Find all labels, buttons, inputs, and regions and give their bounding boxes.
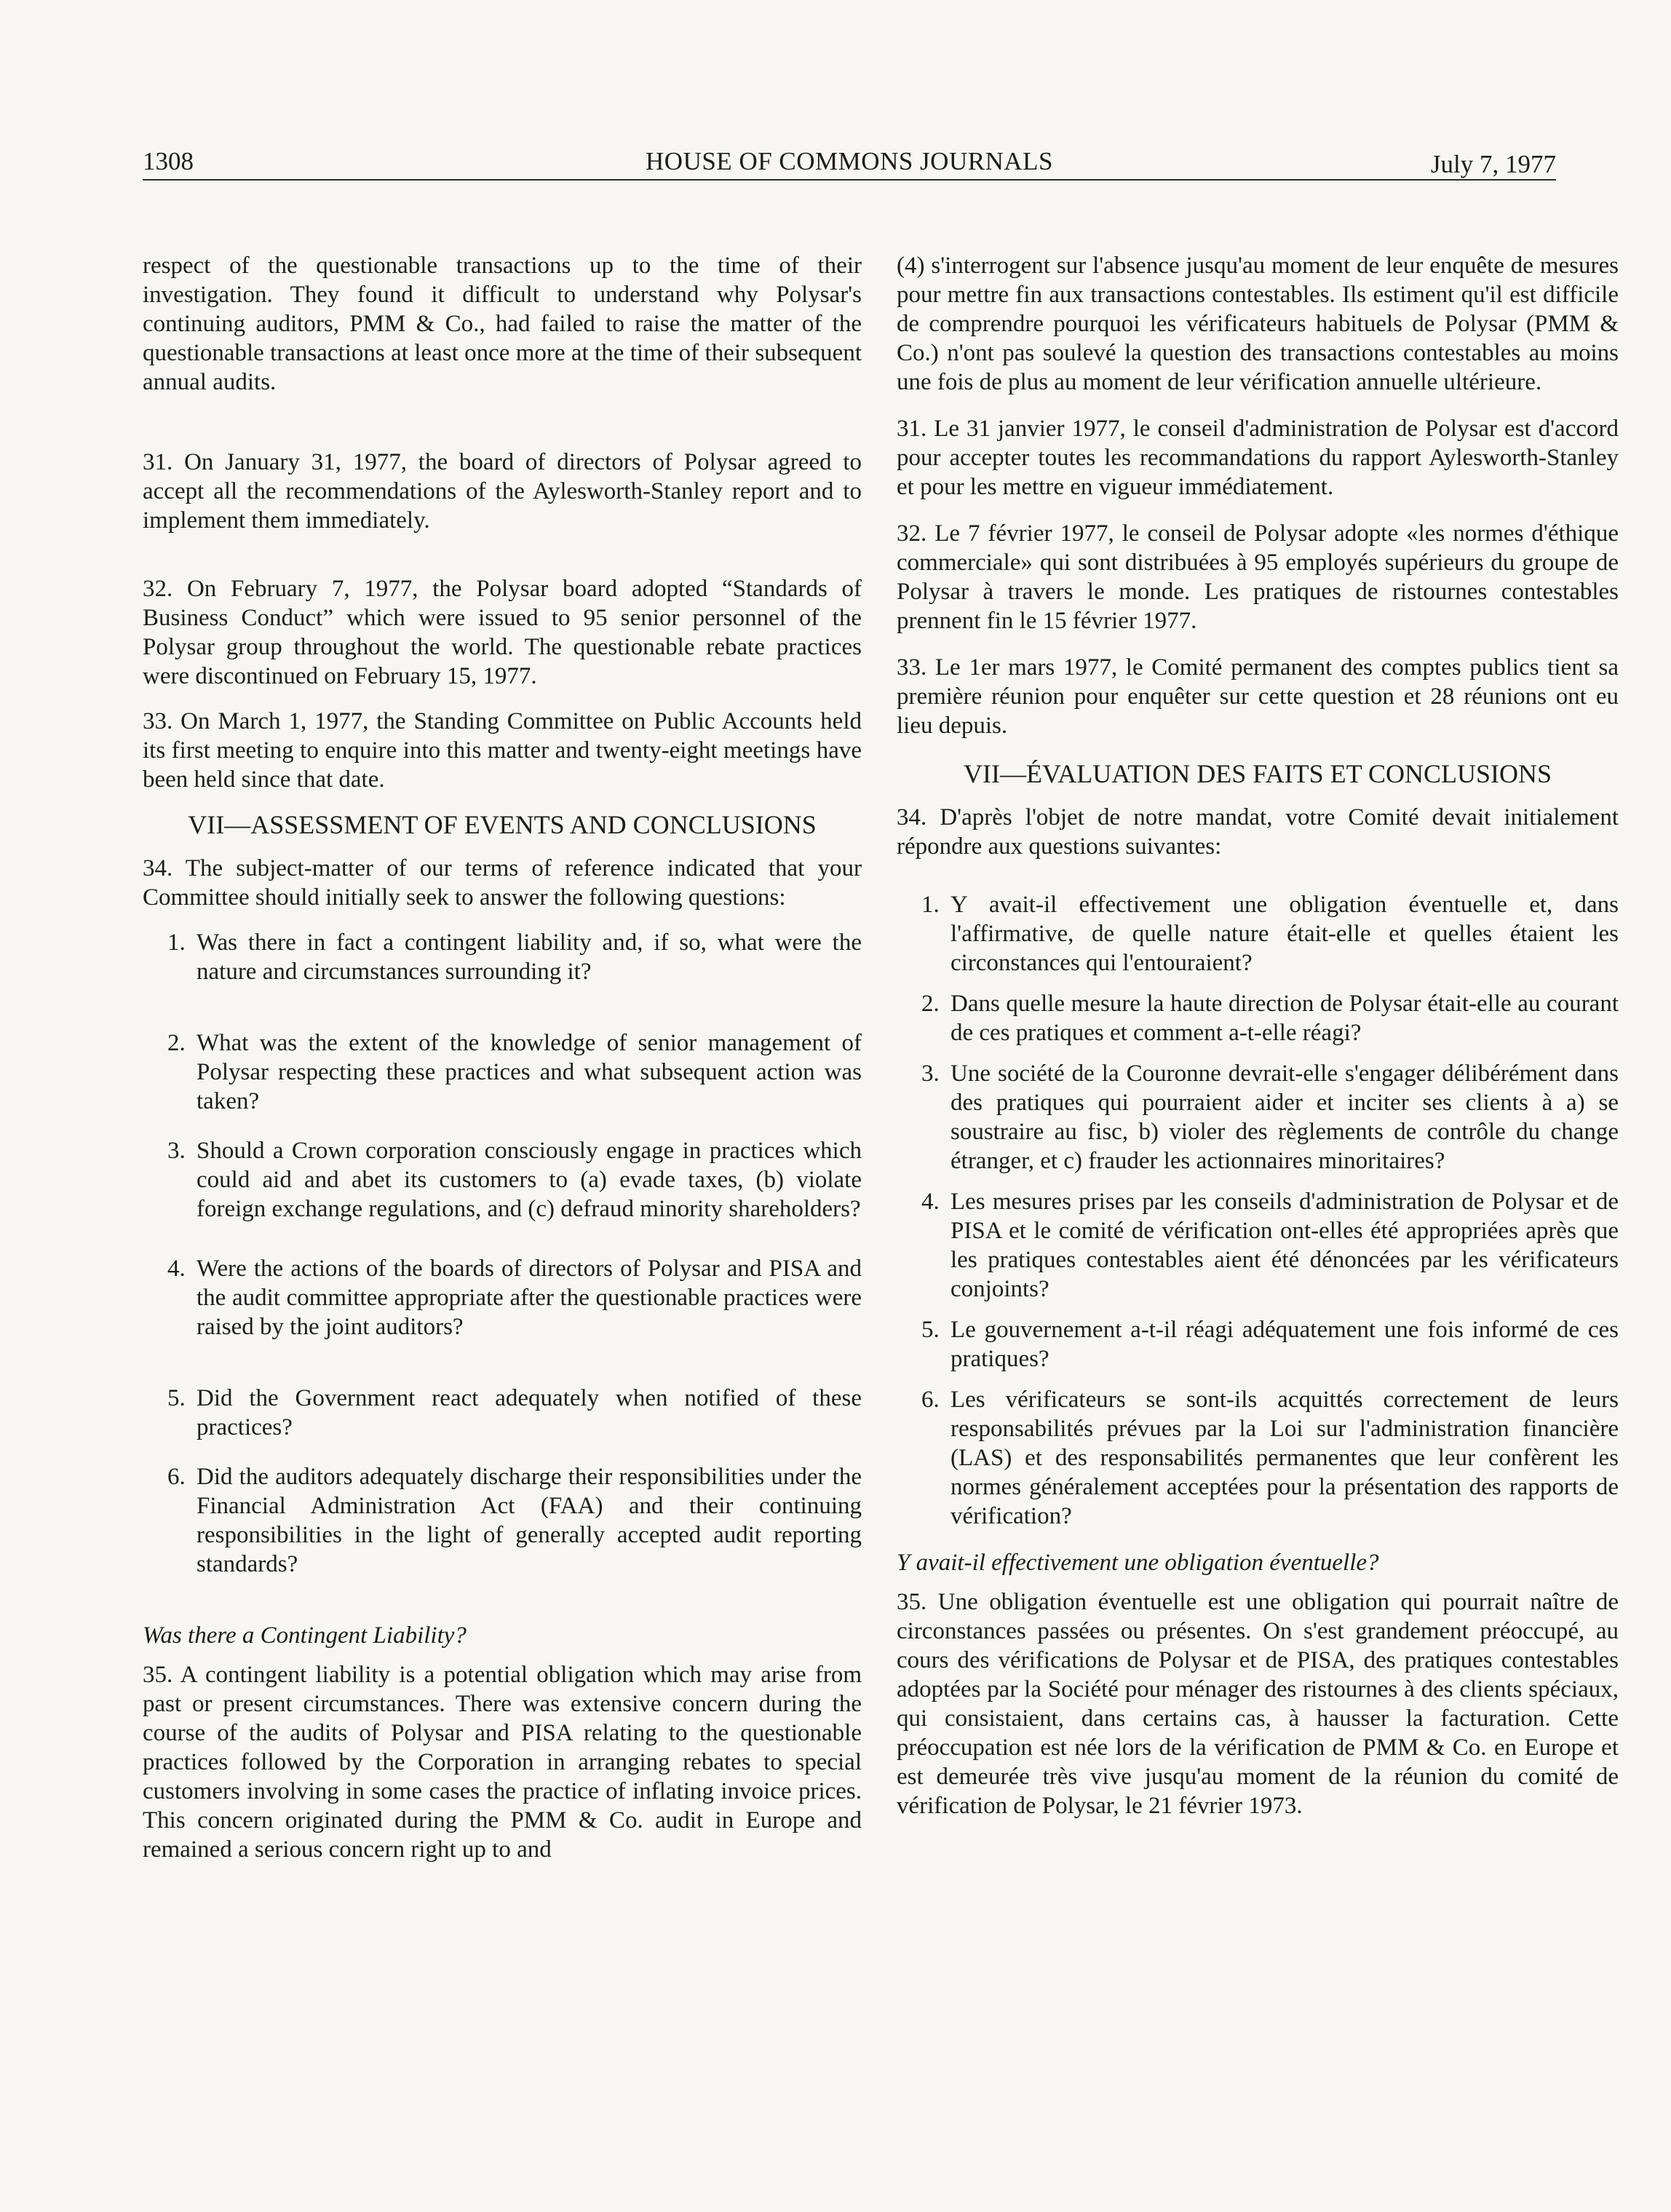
question-number: 5. [167, 1385, 186, 1411]
question-item [897, 1315, 1619, 1373]
question-number: 3. [921, 1061, 940, 1087]
section-heading: VII—ÉVALUATION DES FAITS ET CONCLUSIONS [963, 759, 1552, 788]
paragraph-33: 33. On March 1, 1977, the Standing Committee on Public Accounts held its first meeting to enquire into this matter and twenty-eight meetings have been held since that date. [143, 708, 862, 793]
paragraph-35: 35. A contingent liability is a potential obligation which may arise from past or present circumstances. There was extensive concern during the course of the audits of Polysar and PISA relating to the questionable practices followed by the Corporation in arranging rebates to special customers involving in some cases the practice of inflating invoice prices. This concern originated during the PMM & Co. audit in Europe and remained a serious concern right up to and [143, 1662, 862, 1863]
paragraph-34: 34. The subject-matter of our terms of reference indicated that your Committee should initially seek to answer the following questions: [143, 855, 862, 911]
journal-title: HOUSE OF COMMONS JOURNALS [646, 147, 1053, 175]
subheading: Y avait-il effectivement une obligation éventuelle? [897, 1550, 1379, 1576]
question-item [143, 928, 862, 986]
question-number: 4. [921, 1189, 940, 1215]
question-number: 1. [167, 929, 186, 956]
paragraph-31: 31. On January 31, 1977, the board of directors of Polysar agreed to accept all the recommendations of the Aylesworth-Stanley report and to implement them immediately. [143, 449, 862, 534]
question-item [143, 1028, 862, 1116]
question-item [143, 1136, 862, 1224]
question-text: Was there in fact a contingent liability and, if so, what were the nature and circumstances surrounding it? [197, 929, 862, 985]
question-text: Did the Government react adequately when notified of these practices? [197, 1385, 862, 1440]
question-number: 2. [167, 1030, 186, 1056]
paragraph-4: (4) s'interrogent sur l'absence jusqu'au moment de leur enquête de mesures pour mettre fin aux transactions contestables. Ils estiment qu'il est difficile de comprendre pourquoi les vérificateurs habituels de Polysar (PMM & Co.) n'ont pas soulevé la question des transactions contestables au moins une fois de plus au moment de leur vérification annuelle ultérieure. [897, 253, 1619, 395]
question-text: Dans quelle mesure la haute direction de Polysar était-elle au courant de ces pratiques et comment a-t-elle réagi? [950, 991, 1619, 1046]
page-header [143, 143, 1556, 181]
english-column [143, 251, 862, 1864]
subheading: Was there a Contingent Liability? [143, 1622, 467, 1649]
question-number: 4. [167, 1256, 186, 1282]
question-number: 6. [167, 1464, 186, 1490]
question-item [143, 1254, 862, 1341]
paragraph-32: 32. Le 7 février 1977, le conseil de Polysar adopte «les normes d'éthique commerciale» qui sont distribuées à 95 employés supérieurs du groupe de Polysar à travers le monde. Les pratiques de ristournes contestables prennent fin le 15 février 1977. [897, 520, 1619, 634]
question-text: Should a Crown corporation consciously engage in practices which could aid and abet its customers to (a) evade taxes, (b) violate foreign exchange regulations, and (c) defraud minority shareholders? [197, 1138, 862, 1222]
question-text: Did the auditors adequately discharge their responsibilities under the Financial Administration Act (FAA) and their continuing responsibilities in the light of generally accepted audit reporting standards? [197, 1464, 862, 1577]
question-number: 5. [921, 1317, 940, 1343]
question-text: Le gouvernement a-t-il réagi adéquatement une fois informé de ces pratiques? [950, 1317, 1619, 1372]
paragraph-continued: respect of the questionable transactions up to the time of their investigation. They found it difficult to understand why Polysar's continuing auditors, PMM & Co., had failed to raise the matter of the questionable transactions at least once more at the time of their subsequent annual audits. [143, 253, 862, 395]
section-heading: VII—ASSESSMENT OF EVENTS AND CONCLUSIONS [188, 810, 817, 839]
paragraph-31: 31. Le 31 janvier 1977, le conseil d'administration de Polysar est d'accord pour accepter toutes les recommandations du rapport Aylesworth-Stanley et pour les mettre en vigueur immédiatement. [897, 416, 1619, 500]
paragraph-34: 34. D'après l'objet de notre mandat, votre Comité devait initialement répondre aux questions suivantes: [897, 804, 1619, 860]
question-number: 1. [921, 892, 940, 918]
page-number: 1308 [143, 147, 194, 175]
question-item [897, 890, 1619, 978]
question-item [897, 1385, 1619, 1531]
question-text: Were the actions of the boards of directors of Polysar and PISA and the audit committee appropriate after the questionable practices were raised by the joint auditors? [197, 1256, 862, 1340]
question-number: 6. [921, 1387, 940, 1413]
question-item [897, 1187, 1619, 1304]
question-item [143, 1462, 862, 1579]
question-item [897, 989, 1619, 1047]
question-text: Y avait-il effectivement une obligation éventuelle et, dans l'affirmative, de quelle nature était-elle et quelles étaient les circonstances qui l'entouraient? [950, 892, 1619, 976]
question-item [897, 1059, 1619, 1176]
paragraph-33: 33. Le 1er mars 1977, le Comité permanent des comptes publics tient sa première réunion pour enquêter sur cette question et 28 réunions ont eu lieu depuis. [897, 654, 1619, 739]
paragraph-32: 32. On February 7, 1977, the Polysar board adopted “Standards of Business Conduct” which were issued to 95 senior personnel of the Polysar group throughout the world. The questionable rebate practices were discontinued on February 15, 1977. [143, 576, 862, 689]
paragraph-35: 35. Une obligation éventuelle est une obligation qui pourrait naître de circonstances passées ou présentes. On s'est grandement préoccupé, au cours des vérifications de Polysar et de PISA, des pratiques contestables adoptées par la Société pour ménager des ristournes à des clients spéciaux, qui consistaient, dans certains cas, à hausser la facturation. Cette préoccupation est née lors de la vérification de PMM & Co. en Europe et est demeurée très vive jusqu'au moment de la réunion du comité de vérification de Polysar, le 21 février 1973. [897, 1589, 1619, 1819]
question-text: Les vérificateurs se sont-ils acquittés correctement de leurs responsabilités prévues par la Loi sur l'administration financière (LAS) et des responsabilités permanentes que leur confèrent les normes généralement acceptées pour la présentation des rapports de vérification? [950, 1387, 1619, 1529]
french-column [897, 251, 1619, 1820]
question-number: 2. [921, 991, 940, 1017]
question-number: 3. [167, 1138, 186, 1164]
question-item [143, 1384, 862, 1442]
question-text: Les mesures prises par les conseils d'administration de Polysar et de PISA et le comité de vérification ont-elles été appropriées après que les pratiques contestables aient été dénoncées par les vérificateurs conjoints? [950, 1189, 1619, 1302]
question-text: What was the extent of the knowledge of senior management of Polysar respecting these practices and what subsequent action was taken? [197, 1030, 862, 1114]
journal-date: July 7, 1977 [1430, 150, 1556, 178]
question-text: Une société de la Couronne devrait-elle s'engager délibérément dans des pratiques qui pourraient aider et inciter ses clients à a) se soustraire au fisc, b) violer des règlements de contrôle du change étranger, et c) frauder les actionnaires minoritaires? [950, 1061, 1619, 1174]
